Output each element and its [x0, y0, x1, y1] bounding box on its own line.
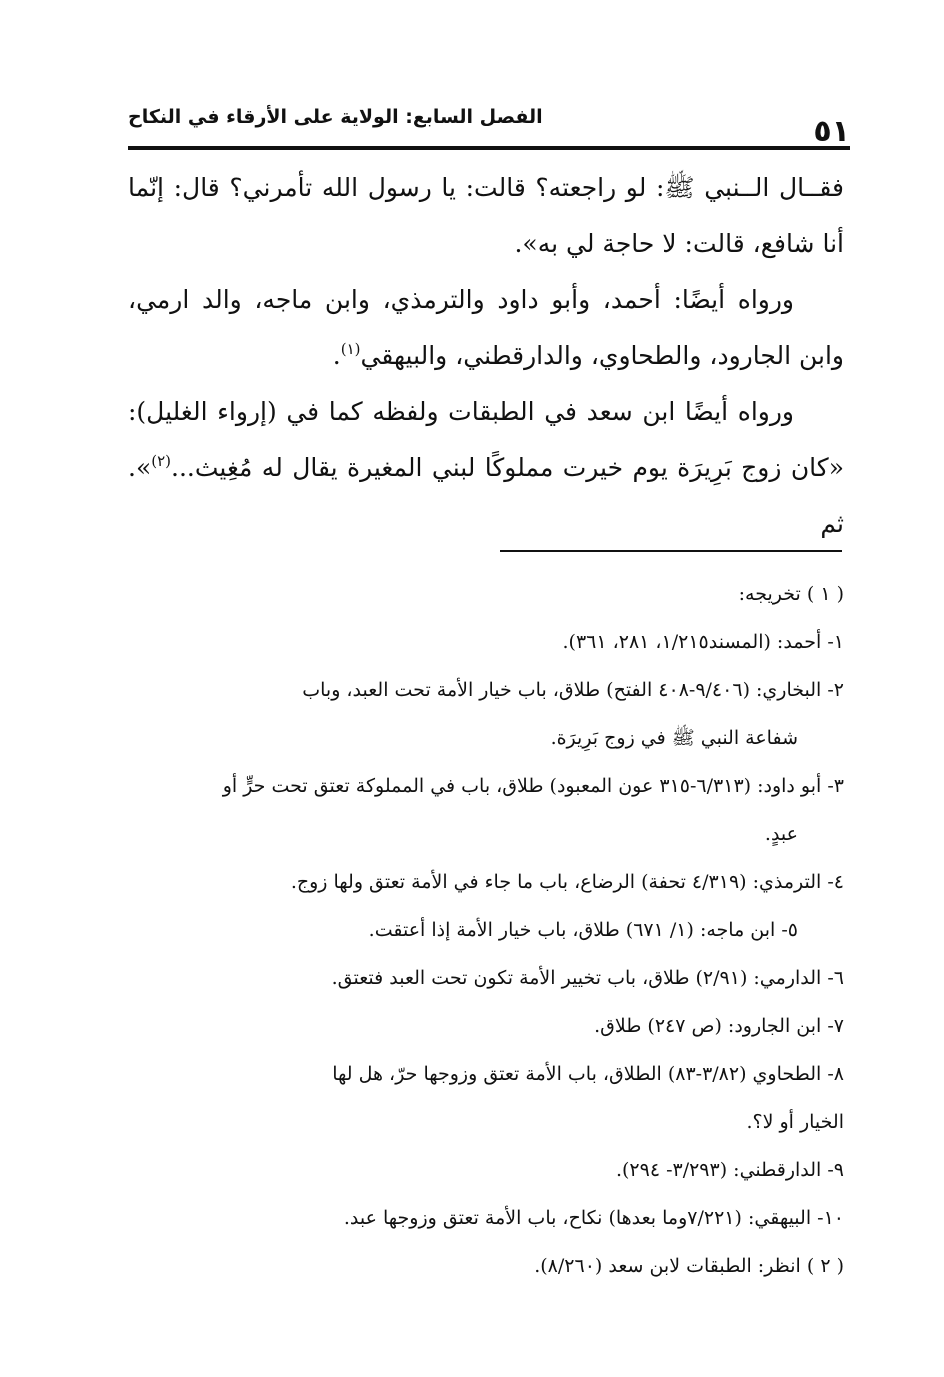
footnote-item: ٥- ابن ماجه: (١/ ٦٧١) طلاق، باب خيار الأمة إذا أعتقت.: [368, 919, 798, 941]
footnote-ref-2: (٢): [151, 452, 172, 470]
paragraph-3-line-1: ورواه أيضًا ابن سعد في الطبقات ولفظه كما في (إرواء الغليل):: [128, 397, 794, 426]
running-title: الفصل السابع: الولاية على الأرقاء في النكاح: [128, 106, 543, 128]
footnote-separator: [500, 550, 842, 552]
footnote-item: ٤- الترمذي: (٤/٣١٩ تحفة) الرضاع، باب ما جاء في الأمة تعتق ولها زوج.: [290, 871, 844, 893]
footnote-item: ٣- أبو داود: (٦/٣١٣-٣١٥ عون المعبود) طلاق، باب في المملوكة تعتق تحت حرٍّ أو: [222, 775, 844, 797]
paragraph-1: [128, 160, 844, 272]
footnotes: [170, 570, 844, 1290]
footnote-item-continuation: الخيار أو لا؟.: [746, 1111, 844, 1133]
footnote-item: ٩- الدارقطني: (٣/٢٩٣- ٢٩٤).: [615, 1159, 844, 1181]
footnote-ref-1: (١): [340, 340, 361, 358]
paragraph-1-line-1: فقــال الــنبي ﷺ: لو راجعته؟ قالت: يا رسول الله تأمرني؟ قال: إنّما أنا: [128, 173, 844, 258]
header-rule: [128, 146, 850, 150]
footnote-1-heading: ( ١ ) تخريجه:: [738, 583, 844, 605]
main-text: [128, 160, 844, 552]
footnote-item: ١- أحمد: (المسند١/٢١٥، ٢٨١، ٣٦١).: [562, 631, 844, 653]
footnote-2: ( ٢ ) انظر: الطبقات لابن سعد (٨/٢٦٠).: [534, 1255, 844, 1277]
footnote-item: ٧- ابن الجارود: (ص ٢٤٧) طلاق.: [594, 1015, 844, 1037]
paragraph-2: [128, 272, 844, 384]
paragraph-2-line-2: وابن الجارود، والطحاوي، والدارقطني، والبيهقي: [360, 341, 844, 370]
footnote-item-continuation: شفاعة النبي ﷺ في زوج بَرِيرَة.: [550, 727, 798, 749]
paragraph-1-line-2: شافع، قالت: لا حاجة لي به».: [514, 229, 815, 258]
paragraph-3-end: ». ثم: [128, 453, 844, 538]
footnote-item: ٢- البخاري: (٩/٤٠٦-٤٠٨ الفتح) طلاق، باب خيار الأمة تحت العبد، وباب: [302, 679, 844, 701]
paragraph-2-end: .: [332, 341, 341, 370]
paragraph-3: [128, 384, 844, 552]
paragraph-3-line-2: «كان زوج بَرِيرَة يوم خيرت مملوكًا لبني المغيرة يقال له مُغِيث...: [171, 453, 844, 482]
footnote-item: ٨- الطحاوي (٣/٨٢-٨٣) الطلاق، باب الأمة تعتق وزوجها حرّ، هل لها: [332, 1063, 844, 1085]
footnote-item-continuation: عبدٍ.: [764, 823, 798, 845]
page-number: ٥١: [813, 114, 850, 149]
paragraph-2-line-1: ورواه أيضًا: أحمد، وأبو داود والترمذي، وابن ماجه، والد ارمي،: [128, 285, 794, 314]
footnote-item: ١٠- البيهقي: (٧/٢٢١وما بعدها) نكاح، باب الأمة تعتق وزوجها عبد.: [343, 1207, 844, 1229]
page-header: [128, 98, 850, 148]
footnote-item: ٦- الدارمي: (٢/٩١) طلاق، باب تخيير الأمة تكون تحت العبد فتعتق.: [331, 967, 844, 989]
